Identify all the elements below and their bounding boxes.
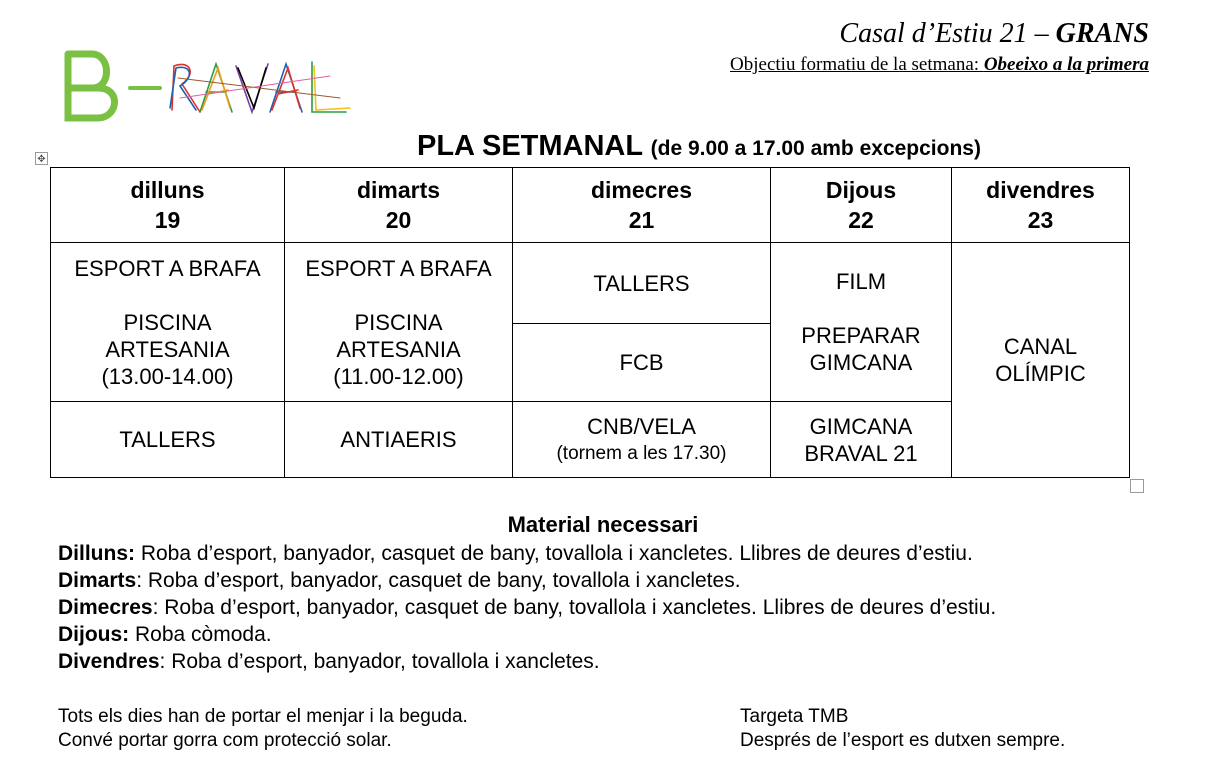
day-header-row xyxy=(51,168,1130,243)
activity: FCB xyxy=(619,350,664,375)
footer-note: Després de l’esport es dutxen sempre. xyxy=(740,730,1066,751)
activity: PISCINA xyxy=(354,310,443,335)
activity: ANTIAERIS xyxy=(340,427,457,452)
day-header-thursday xyxy=(771,168,952,243)
tuesday-morning-cell xyxy=(285,243,513,402)
day-name: dimarts xyxy=(356,177,441,203)
activity-time: (13.00-14.00) xyxy=(101,364,234,389)
activity: ESPORT A BRAFA xyxy=(305,256,492,281)
wednesday-afternoon-cell xyxy=(513,402,771,478)
activity: FILM xyxy=(835,269,887,294)
plan-title-subtitle: (de 9.00 a 17.00 amb excepcions) xyxy=(650,137,981,160)
materials-day: Dimecres xyxy=(58,596,153,619)
day-header-tuesday xyxy=(285,168,513,243)
activity: PISCINA xyxy=(123,310,212,335)
footer-note: Targeta TMB xyxy=(740,706,849,727)
logo-b-letter xyxy=(68,54,115,118)
day-date: 23 xyxy=(1027,207,1054,233)
activity: ESPORT A BRAFA xyxy=(74,256,261,281)
footer-notes-left xyxy=(58,705,468,753)
materials-text: : Roba d’esport, banyador, casquet de bany, tovallola i xancletes. Llibres de deures d’estiu. xyxy=(152,596,997,619)
wednesday-fcb-cell xyxy=(513,324,771,402)
materials-text: Roba d’esport, banyador, casquet de bany, tovallola i xancletes. Llibres de deures d’estiu. xyxy=(135,542,973,565)
materials-text: : Roba d’esport, banyador, casquet de bany, tovallola i xancletes. xyxy=(136,569,741,592)
materials-day: Dijous: xyxy=(58,623,130,646)
materials-day: Dilluns: xyxy=(58,542,135,565)
activity-time: (11.00-12.00) xyxy=(333,364,464,389)
plan-title xyxy=(417,130,981,163)
day-name: divendres xyxy=(986,177,1095,203)
day-name: dilluns xyxy=(130,177,205,203)
braval-logo xyxy=(60,48,355,128)
weekly-goal: Obeeixo a la primera xyxy=(983,54,1149,75)
day-header-wednesday xyxy=(513,168,771,243)
activity: ARTESANIA xyxy=(105,337,230,362)
morning-row-a xyxy=(51,243,1130,324)
materials-text: Roba còmoda. xyxy=(129,623,272,646)
plan-title-main: PLA SETMANAL xyxy=(417,130,643,162)
activity: OLÍMPIC xyxy=(995,361,1086,386)
day-date: 22 xyxy=(848,207,874,233)
materials-item-thursday xyxy=(58,621,996,648)
activity-note: (tornem a les 17.30) xyxy=(556,442,727,464)
monday-afternoon-cell xyxy=(51,402,285,478)
materials-list xyxy=(58,540,996,675)
materials-text: : Roba d’esport, banyador, tovallola i xancletes. xyxy=(159,650,600,673)
materials-title: Material necessari xyxy=(507,512,699,537)
footer-note: Convé portar gorra com protecció solar. xyxy=(58,730,392,751)
activity: CNB/VELA xyxy=(587,413,696,439)
header-title-prefix: Casal d’Estiu 21 – xyxy=(839,18,1049,49)
friday-cell xyxy=(952,243,1130,478)
tuesday-afternoon-cell xyxy=(285,402,513,478)
day-date: 19 xyxy=(154,207,181,233)
table-move-handle[interactable]: ✥ xyxy=(35,152,48,165)
day-header-friday xyxy=(952,168,1130,243)
logo-raval-scribble xyxy=(170,62,350,112)
table-resize-handle[interactable] xyxy=(1130,479,1144,493)
activity: PREPARAR xyxy=(801,323,921,348)
wednesday-tallers-cell xyxy=(513,243,771,324)
materials-item-wednesday xyxy=(58,594,996,621)
day-date: 21 xyxy=(628,207,655,233)
activity: GIMCANA xyxy=(809,350,913,375)
activity: TALLERS xyxy=(593,270,690,296)
materials-item-tuesday xyxy=(58,567,996,594)
footer-note: Tots els dies han de portar el menjar i la beguda. xyxy=(58,706,468,727)
header-subtitle xyxy=(730,54,1149,76)
materials-day: Dimarts xyxy=(58,569,137,592)
weekly-schedule-table xyxy=(50,167,1130,478)
day-date: 20 xyxy=(385,207,412,233)
thursday-morning-cell xyxy=(771,243,952,402)
header-subtitle-prefix: Objectiu formatiu de la setmana: xyxy=(730,54,980,75)
activity: CANAL xyxy=(1003,334,1078,359)
activity: GIMCANA xyxy=(809,413,913,439)
activity: ARTESANIA xyxy=(336,337,461,362)
header-title xyxy=(839,18,1149,50)
monday-morning-cell xyxy=(51,243,285,402)
materials-item-monday xyxy=(58,540,996,567)
day-name: dimecres xyxy=(590,177,692,203)
materials-day: Divendres xyxy=(58,650,160,673)
day-header-monday xyxy=(51,168,285,243)
day-name: Dijous xyxy=(825,177,897,203)
activity: BRAVAL 21 xyxy=(804,440,918,466)
materials-item-friday xyxy=(58,648,996,675)
header-title-group: GRANS xyxy=(1055,18,1149,49)
activity: TALLERS xyxy=(119,427,216,452)
thursday-afternoon-cell xyxy=(771,402,952,478)
footer-notes-right xyxy=(740,705,1065,753)
